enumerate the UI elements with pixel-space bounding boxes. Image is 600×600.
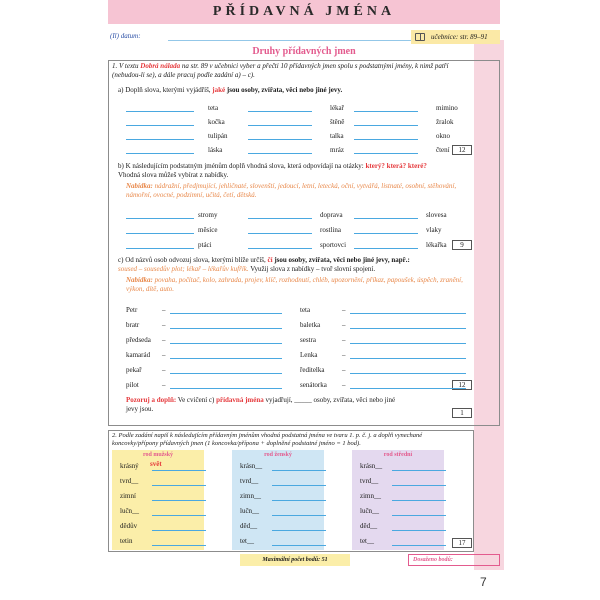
title-banner	[108, 0, 500, 24]
adjective-word: tvrd__	[240, 477, 259, 485]
answer-line[interactable]	[170, 388, 282, 389]
adjective-word: tvrd__	[360, 477, 379, 485]
answer-line[interactable]	[126, 218, 194, 219]
dash: –	[342, 306, 346, 314]
noun-word: tulipán	[208, 132, 228, 140]
task1-intro: 1. V textu Dobrá nálada na str. 89 v učebnici vyber a přečti 10 přídavných jmen spolu s podstatnými jmény, k nimž patří (nebudou-li se), a dále pracuj podle zadání a) – c).	[112, 62, 449, 79]
footer	[108, 552, 500, 566]
noun-word: žralok	[436, 118, 454, 126]
section-title: Druhy přídavných jmen	[252, 46, 356, 57]
dash: –	[162, 381, 166, 389]
adjective-word: děd__	[240, 522, 258, 530]
adjective-word: děd__	[360, 522, 378, 530]
noun-word: lékař	[330, 104, 344, 112]
task1b-offer: Nabídka: nádražní, předjmující, jehličnaté, slovenští, jedoucí, letní, letecká, oční, vytvářá, listnaté, osobní, stěhování, námořní, ovocné, podzimní, učitá, četí, dětská.	[126, 182, 457, 199]
adjective-word: lučn__	[240, 507, 260, 515]
dash: –	[342, 336, 346, 344]
person-name: Lenka	[300, 351, 318, 359]
answer-line[interactable]	[152, 515, 206, 516]
person-name: pekař	[126, 366, 142, 374]
noun-word: štěně	[330, 118, 345, 126]
adjective-word: zimní	[120, 492, 136, 500]
task1c-instruction: c) Od názvů osob odvozuj slova, kterými blíže určíš, čí jsou osoby, zvířata, věci nebo jiné jevy, např.: soused – sousedův plot; lékař – lékařův kufřík. Využij slova z nabídky – tvoř slovní spojení.	[118, 256, 410, 273]
person-name: teta	[300, 306, 311, 314]
answer-line[interactable]	[248, 248, 312, 249]
column-feminine-head: rod ženský	[264, 452, 292, 458]
dash: –	[162, 351, 166, 359]
answer-line[interactable]	[272, 515, 326, 516]
answer-line[interactable]	[354, 111, 418, 112]
person-name: baletka	[300, 321, 321, 329]
adjective-word: dědův	[120, 522, 138, 530]
task2-instruction: 2. Podle zadání napiš k následujícím přídavným jménům vhodná podstatná jména ve tvaru 1. p. č. j. a doplň vynechané koncovky/přípony přídavných jmen (1 koncovka/přípona + doplněné podstatné jméno = 1 bod).	[112, 432, 423, 447]
book-icon	[415, 33, 425, 41]
noun-word: čtení	[436, 146, 450, 154]
answer-line[interactable]	[248, 111, 312, 112]
noun-word: kočka	[208, 118, 225, 126]
answer-line[interactable]	[248, 218, 312, 219]
dash: –	[162, 366, 166, 374]
answer-line[interactable]	[126, 111, 194, 112]
answer-line[interactable]	[392, 545, 446, 546]
dash: –	[162, 321, 166, 329]
adjective-word: krásný	[120, 462, 139, 470]
noun-word: okno	[436, 132, 450, 140]
task2-score: 17	[452, 538, 472, 548]
adjective-word: lučn__	[360, 507, 380, 515]
noun-word: měsíce	[198, 226, 218, 234]
adjective-word: tvrd__	[120, 477, 139, 485]
answer-line[interactable]	[170, 313, 282, 314]
answer-line[interactable]	[354, 218, 418, 219]
adjective-word: zimn__	[360, 492, 381, 500]
answer-line[interactable]	[272, 500, 326, 501]
answer-line[interactable]	[152, 500, 206, 501]
answer-line[interactable]	[170, 373, 282, 374]
date-label: (Il) datum:	[110, 32, 141, 40]
dash: –	[342, 366, 346, 374]
example-answer: svět	[150, 460, 162, 468]
person-name: Petr	[126, 306, 138, 314]
person-name: bratr	[126, 321, 140, 329]
person-name: senátorka	[300, 381, 327, 389]
person-name: ředitelka	[300, 366, 325, 374]
task1b-instruction: b) K následujícím podstatným jménům doplň vhodná slova, která odpovídají na otázky: který? která? které? Vhodná slova můžeš vybírat z nabídky.	[118, 162, 427, 179]
answer-line[interactable]	[248, 139, 312, 140]
adjective-word: krásn__	[360, 462, 383, 470]
dash: –	[342, 351, 346, 359]
answer-line[interactable]	[354, 233, 418, 234]
task1a-instruction: a) Doplň slova, kterými vyjádříš, jaké jsou osoby, zvířata, věci nebo jiné jevy.	[118, 86, 343, 94]
answer-line[interactable]	[126, 125, 194, 126]
task1a-score: 12	[452, 145, 472, 155]
answer-line[interactable]	[392, 485, 446, 486]
answer-line[interactable]	[126, 233, 194, 234]
dash: –	[342, 321, 346, 329]
dash: –	[342, 381, 346, 389]
noun-word: sportovci	[320, 241, 347, 249]
answer-line[interactable]	[126, 153, 194, 154]
task1b-score: 9	[452, 240, 472, 250]
dash: –	[162, 306, 166, 314]
adjective-word: lučn__	[120, 507, 140, 515]
observe-task: Pozoruj a doplň: Ve cvičení c) přídavná jména vyjadřují, _____ osoby, zvířata, věci nebo jiné jevy jsou.	[126, 396, 396, 413]
answer-line[interactable]	[152, 485, 206, 486]
column-masculine-head: rod mužský	[142, 452, 174, 458]
answer-line[interactable]	[152, 530, 206, 531]
textbook-reference	[411, 30, 500, 44]
noun-word: vlaky	[426, 226, 442, 234]
answer-line[interactable]	[392, 470, 446, 471]
answer-line[interactable]	[354, 125, 418, 126]
answer-line[interactable]	[152, 545, 206, 546]
answer-line[interactable]	[248, 125, 312, 126]
textbook-pages: učebnice: str. 89–91	[431, 33, 488, 41]
answer-line[interactable]	[350, 343, 466, 344]
answer-line[interactable]	[392, 515, 446, 516]
adjective-word: tet__	[240, 537, 254, 545]
noun-word: ptáci	[198, 241, 212, 249]
observe-score: 1	[452, 408, 472, 418]
task1c-offer: Nabídka: povaha, počítač, kolo, zahrada, projev, klíč, rozhodnutí, chléb, upozornění, příkaz, papoušek, úspěch, zranění, výkon, dítě, auto.	[126, 276, 463, 293]
task1c-score: 12	[452, 380, 472, 390]
max-points: Maximální počet bodů: 51	[240, 554, 350, 566]
noun-word: láska	[208, 146, 223, 154]
noun-word: teta	[208, 104, 219, 112]
answer-line[interactable]	[126, 139, 194, 140]
adjective-word: krásn__	[240, 462, 263, 470]
answer-line[interactable]	[272, 470, 326, 471]
page-title: PŘÍDAVNÁ JMÉNA	[212, 4, 396, 19]
answer-line[interactable]	[392, 500, 446, 501]
answer-line[interactable]	[248, 233, 312, 234]
noun-word: mráz	[330, 146, 344, 154]
answer-line[interactable]	[272, 545, 326, 546]
noun-word: mimino	[436, 104, 458, 112]
noun-word: stromy	[198, 211, 218, 219]
noun-word: talka	[330, 132, 344, 140]
person-name: pilot	[126, 381, 139, 389]
noun-word: slovesa	[426, 211, 447, 219]
answer-line[interactable]	[350, 388, 466, 389]
answer-line[interactable]	[354, 248, 418, 249]
answer-line[interactable]	[152, 470, 206, 471]
answer-line[interactable]	[350, 358, 466, 359]
date-row	[108, 30, 500, 46]
answer-line[interactable]	[354, 153, 418, 154]
noun-word: lékařka	[426, 241, 447, 249]
noun-word: doprava	[320, 211, 343, 219]
column-neuter-head: rod střední	[383, 452, 413, 458]
answer-line[interactable]	[272, 530, 326, 531]
person-name: předseda	[126, 336, 151, 344]
adjective-word: tet__	[360, 537, 374, 545]
answer-line[interactable]	[170, 343, 282, 344]
points-earned-field[interactable]: Dosaženo bodů:	[408, 554, 500, 566]
dash: –	[162, 336, 166, 344]
answer-line[interactable]	[354, 139, 418, 140]
answer-line[interactable]	[170, 328, 282, 329]
answer-line[interactable]	[350, 313, 466, 314]
answer-line[interactable]	[272, 485, 326, 486]
answer-line[interactable]	[350, 328, 466, 329]
answer-line[interactable]	[392, 530, 446, 531]
person-name: sestra	[300, 336, 316, 344]
adjective-word: zimn__	[240, 492, 261, 500]
page-number: 7	[480, 575, 487, 589]
noun-word: rostlina	[320, 226, 341, 234]
person-name: kamarád	[126, 351, 151, 359]
adjective-word: tetin	[120, 537, 133, 545]
answer-line[interactable]	[350, 373, 466, 374]
answer-line[interactable]	[170, 358, 282, 359]
answer-line[interactable]	[248, 153, 312, 154]
answer-line[interactable]	[126, 248, 194, 249]
